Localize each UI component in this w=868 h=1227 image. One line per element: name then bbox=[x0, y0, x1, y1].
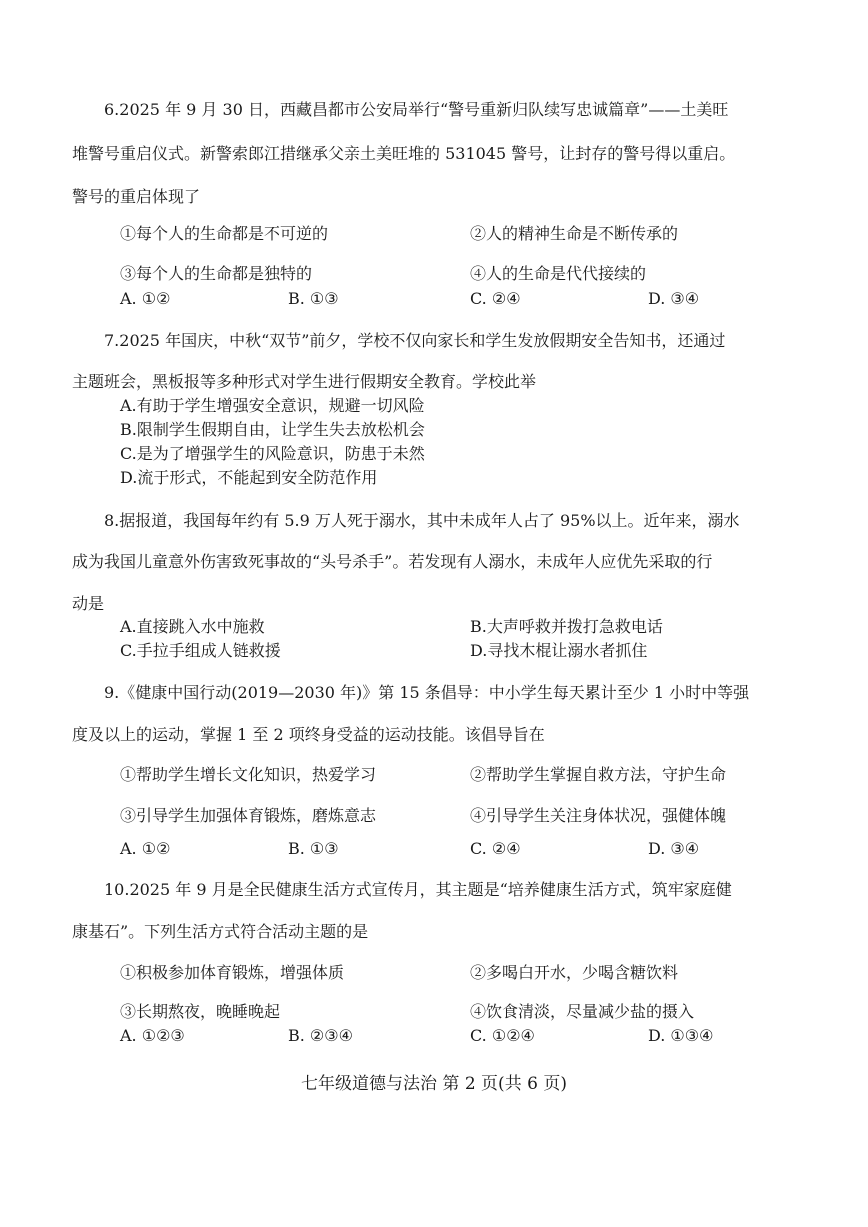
q6-choice-d: D. ③④ bbox=[648, 289, 700, 308]
q6-statement-3: ③每个人的生命都是独特的 bbox=[120, 264, 313, 283]
q10-statement-4: ④饮食清淡，尽量减少盐的摄入 bbox=[470, 1002, 695, 1021]
q7-stem-line-1: 7.2025 年国庆，中秋“双节”前夕，学校不仅向家长和学生发放假期安全告知书，还通过 bbox=[104, 331, 726, 350]
q10-choice-c: C. ①②④ bbox=[470, 1026, 535, 1045]
q8-choice-a: A.直接跳入水中施救 bbox=[120, 617, 265, 636]
page-footer: 七年级道德与法治 第 2 页(共 6 页) bbox=[301, 1074, 567, 1094]
q10-choice-b: B. ②③④ bbox=[288, 1026, 353, 1045]
q6-choice-c: C. ②④ bbox=[470, 289, 521, 308]
q9-stem-line-1: 9.《健康中国行动(2019—2030 年)》第 15 条倡导：中小学生每天累计至少 1 小时中等强 bbox=[104, 683, 750, 702]
q8-stem-line-3: 动是 bbox=[72, 594, 105, 613]
q9-statement-1: ①帮助学生增长文化知识，热爱学习 bbox=[120, 765, 377, 784]
q10-stem-line-2: 康基石”。下列生活方式符合活动主题的是 bbox=[72, 922, 369, 941]
q9-stem-line-2: 度及以上的运动，掌握 1 至 2 项终身受益的运动技能。该倡导旨在 bbox=[72, 725, 545, 744]
q8-stem-line-2: 成为我国儿童意外伤害致死事故的“头号杀手”。若发现有人溺水，未成年人应优先采取的行 bbox=[72, 552, 713, 571]
q10-statement-1: ①积极参加体育锻炼，增强体质 bbox=[120, 963, 345, 982]
q9-choice-d: D. ③④ bbox=[648, 839, 700, 858]
q6-statement-4: ④人的生命是代代接续的 bbox=[470, 264, 647, 283]
q9-statement-2: ②帮助学生掌握自救方法，守护生命 bbox=[470, 765, 727, 784]
q9-choice-a: A. ①② bbox=[120, 839, 171, 858]
q10-choice-d: D. ①③④ bbox=[648, 1026, 714, 1045]
q9-statement-3: ③引导学生加强体育锻炼，磨炼意志 bbox=[120, 806, 377, 825]
q7-choice-d: D.流于形式，不能起到安全防范作用 bbox=[120, 468, 378, 487]
q7-choice-a: A.有助于学生增强安全意识，规避一切风险 bbox=[120, 396, 425, 415]
q6-statement-1: ①每个人的生命都是不可逆的 bbox=[120, 224, 329, 243]
q6-stem-line-3: 警号的重启体现了 bbox=[72, 187, 201, 206]
q6-stem-line-1: 6.2025 年 9 月 30 日，西藏昌都市公安局举行“警号重新归队续写忠诚篇章”——土美旺 bbox=[104, 100, 729, 119]
q9-choice-c: C. ②④ bbox=[470, 839, 521, 858]
q10-choice-a: A. ①②③ bbox=[120, 1026, 185, 1045]
q10-statement-3: ③长期熬夜，晚睡晚起 bbox=[120, 1002, 281, 1021]
q8-choice-d: D.寻找木棍让溺水者抓住 bbox=[470, 641, 648, 660]
q8-choice-c: C.手拉手组成人链救援 bbox=[120, 641, 281, 660]
q6-choice-b: B. ①③ bbox=[288, 289, 339, 308]
q6-choice-a: A. ①② bbox=[120, 289, 171, 308]
q10-statement-2: ②多喝白开水，少喝含糖饮料 bbox=[470, 963, 679, 982]
q7-choice-b: B.限制学生假期自由，让学生失去放松机会 bbox=[120, 420, 425, 439]
q7-choice-c: C.是为了增强学生的风险意识，防患于未然 bbox=[120, 444, 425, 463]
q7-stem-line-2: 主题班会，黑板报等多种形式对学生进行假期安全教育。学校此举 bbox=[72, 372, 537, 391]
q8-choice-b: B.大声呼救并拨打急救电话 bbox=[470, 617, 663, 636]
q9-statement-4: ④引导学生关注身体状况，强健体魄 bbox=[470, 806, 727, 825]
q8-stem-line-1: 8.据报道，我国每年约有 5.9 万人死于溺水，其中未成年人占了 95%以上。近年来，溺水 bbox=[104, 511, 740, 530]
q9-choice-b: B. ①③ bbox=[288, 839, 339, 858]
q6-stem-line-2: 堆警号重启仪式。新警索郎江措继承父亲土美旺堆的 531045 警号，让封存的警号得以重启。 bbox=[72, 144, 736, 163]
q6-statement-2: ②人的精神生命是不断传承的 bbox=[470, 224, 679, 243]
q10-stem-line-1: 10.2025 年 9 月是全民健康生活方式宣传月，其主题是“培养健康生活方式，筑牢家庭健 bbox=[104, 880, 732, 899]
